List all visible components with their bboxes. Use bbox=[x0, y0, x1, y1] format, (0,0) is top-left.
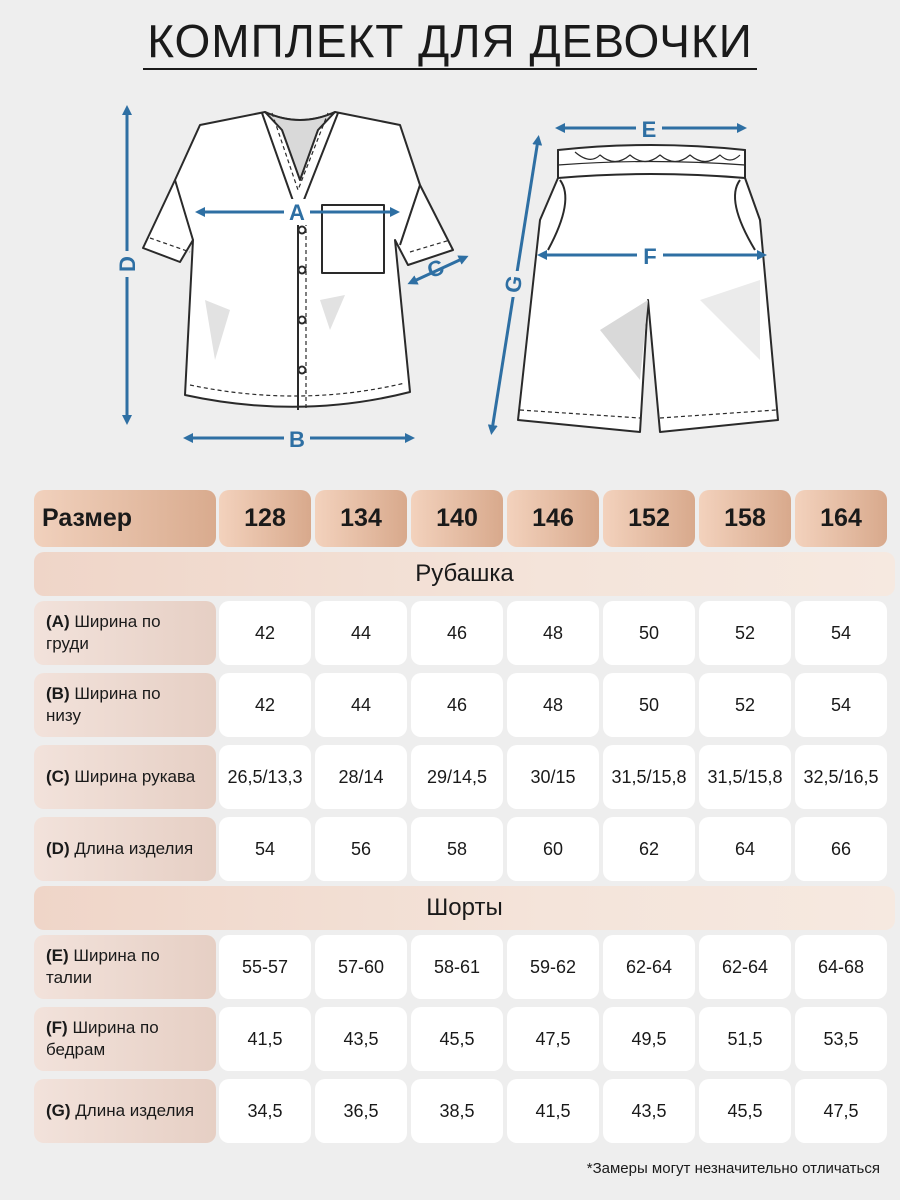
label-g: G bbox=[499, 273, 528, 295]
label-d: D bbox=[115, 256, 140, 272]
row-label-c: (C) Ширина рукава bbox=[34, 745, 216, 809]
table-cell: 64-68 bbox=[795, 935, 887, 999]
table-cell: 52 bbox=[699, 601, 791, 665]
size-header-158: 158 bbox=[699, 490, 791, 547]
table-cell: 47,5 bbox=[507, 1007, 599, 1071]
table-cell: 32,5/16,5 bbox=[795, 745, 887, 809]
shirt-drawing bbox=[143, 112, 453, 410]
table-cell: 52 bbox=[699, 673, 791, 737]
row-label-b: (B) Ширина по низу bbox=[34, 673, 216, 737]
table-cell: 66 bbox=[795, 817, 887, 881]
table-cell: 60 bbox=[507, 817, 599, 881]
shorts-drawing bbox=[518, 145, 778, 432]
table-cell: 59-62 bbox=[507, 935, 599, 999]
table-cell: 41,5 bbox=[219, 1007, 311, 1071]
shirt-section-header: Рубашка bbox=[34, 552, 895, 596]
table-cell: 51,5 bbox=[699, 1007, 791, 1071]
label-b: B bbox=[289, 427, 305, 452]
table-cell: 62 bbox=[603, 817, 695, 881]
size-header-134: 134 bbox=[315, 490, 407, 547]
table-cell: 41,5 bbox=[507, 1079, 599, 1143]
table-cell: 58 bbox=[411, 817, 503, 881]
row-label-f: (F) Ширина по бедрам bbox=[34, 1007, 216, 1071]
table-cell: 48 bbox=[507, 673, 599, 737]
size-header-146: 146 bbox=[507, 490, 599, 547]
shorts-section-header: Шорты bbox=[34, 886, 895, 930]
size-header-164: 164 bbox=[795, 490, 887, 547]
label-c: C bbox=[423, 254, 448, 284]
table-cell: 62-64 bbox=[699, 935, 791, 999]
label-f: F bbox=[643, 244, 657, 269]
table-cell: 28/14 bbox=[315, 745, 407, 809]
garment-illustration bbox=[0, 0, 900, 470]
table-cell: 31,5/15,8 bbox=[699, 745, 791, 809]
table-cell: 29/14,5 bbox=[411, 745, 503, 809]
size-header-140: 140 bbox=[411, 490, 503, 547]
table-cell: 36,5 bbox=[315, 1079, 407, 1143]
row-label-a: (A) Ширина по груди bbox=[34, 601, 216, 665]
table-cell: 58-61 bbox=[411, 935, 503, 999]
table-cell: 54 bbox=[795, 673, 887, 737]
table-cell: 38,5 bbox=[411, 1079, 503, 1143]
table-cell: 50 bbox=[603, 673, 695, 737]
row-label-d: (D) Длина изделия bbox=[34, 817, 216, 881]
table-cell: 34,5 bbox=[219, 1079, 311, 1143]
table-cell: 26,5/13,3 bbox=[219, 745, 311, 809]
label-e: E bbox=[641, 117, 657, 142]
size-header-152: 152 bbox=[603, 490, 695, 547]
row-label-e: (E) Ширина по талии bbox=[34, 935, 216, 999]
table-cell: 44 bbox=[315, 673, 407, 737]
table-cell: 46 bbox=[411, 673, 503, 737]
table-cell: 56 bbox=[315, 817, 407, 881]
row-label-g: (G) Длина изделия bbox=[34, 1079, 216, 1143]
table-cell: 44 bbox=[315, 601, 407, 665]
table-cell: 55-57 bbox=[219, 935, 311, 999]
page-title: КОМПЛЕКТ ДЛЯ ДЕВОЧКИ bbox=[0, 14, 900, 68]
table-cell: 46 bbox=[411, 601, 503, 665]
table-cell: 43,5 bbox=[315, 1007, 407, 1071]
table-cell: 48 bbox=[507, 601, 599, 665]
table-cell: 62-64 bbox=[603, 935, 695, 999]
size-header-label: Размер bbox=[34, 490, 216, 547]
table-cell: 42 bbox=[219, 601, 311, 665]
table-cell: 57-60 bbox=[315, 935, 407, 999]
table-cell: 45,5 bbox=[699, 1079, 791, 1143]
table-cell: 50 bbox=[603, 601, 695, 665]
table-cell: 47,5 bbox=[795, 1079, 887, 1143]
table-cell: 30/15 bbox=[507, 745, 599, 809]
table-cell: 31,5/15,8 bbox=[603, 745, 695, 809]
table-cell: 49,5 bbox=[603, 1007, 695, 1071]
table-cell: 54 bbox=[795, 601, 887, 665]
table-cell: 43,5 bbox=[603, 1079, 695, 1143]
table-cell: 54 bbox=[219, 817, 311, 881]
footnote: *Замеры могут незначительно отличаться bbox=[586, 1160, 880, 1177]
table-cell: 64 bbox=[699, 817, 791, 881]
table-cell: 42 bbox=[219, 673, 311, 737]
size-header-128: 128 bbox=[219, 490, 311, 547]
table-cell: 53,5 bbox=[795, 1007, 887, 1071]
label-a: A bbox=[289, 200, 305, 225]
table-cell: 45,5 bbox=[411, 1007, 503, 1071]
